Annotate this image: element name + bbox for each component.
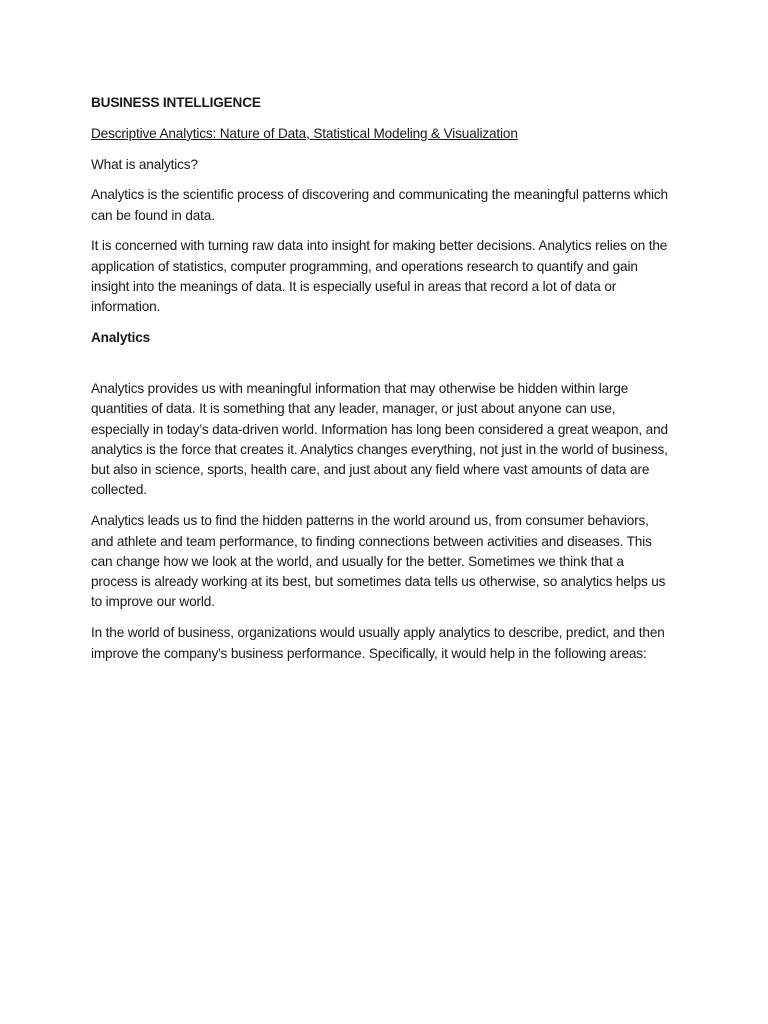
question-text: What is analytics? <box>91 156 198 172</box>
document-body <box>91 93 671 674</box>
paragraph-definition: Analytics is the scientific process of discovering and communicating the meaningful patterns which can be found in data. <box>91 187 668 223</box>
paragraph-purpose: It is concerned with turning raw data into insight for making better decisions. Analytics relies on the application of statistics, computer programming, and operations research to quantify and gain insight into the meanings of data. It is especially useful in areas that record a lot of data or information. <box>91 238 668 315</box>
document-subtitle: Descriptive Analytics: Nature of Data, Statistical Modeling & Visualization <box>91 125 518 141</box>
paragraph-meaningful-information: Analytics provides us with meaningful information that may otherwise be hidden within large quantities of data. It is something that any leader, manager, or just about anyone can use, especially in today’s data-driven world. Information has long been considered a great weapon, and analytics is the force that creates it. Analytics changes everything, not just in the world of business, but also in science, sports, health care, and just about any field where vast amounts of data are collected. <box>91 380 668 498</box>
paragraph-business-use: In the world of business, organizations would usually apply analytics to describe, predict, and then improve the company's business performance. Specifically, it would help in the following areas: <box>91 625 665 661</box>
section-heading-analytics: Analytics <box>91 330 151 346</box>
blank-line <box>91 359 671 379</box>
document-title: BUSINESS INTELLIGENCE <box>91 95 261 110</box>
paragraph-hidden-patterns: Analytics leads us to find the hidden patterns in the world around us, from consumer behaviors, and athlete and team performance, to finding connections between activities and diseases. This can change how we look at the world, and usually for the better. Sometimes we think that a process is already working at its best, but sometimes data tells us otherwise, so analytics helps us to improve our world. <box>91 513 666 610</box>
